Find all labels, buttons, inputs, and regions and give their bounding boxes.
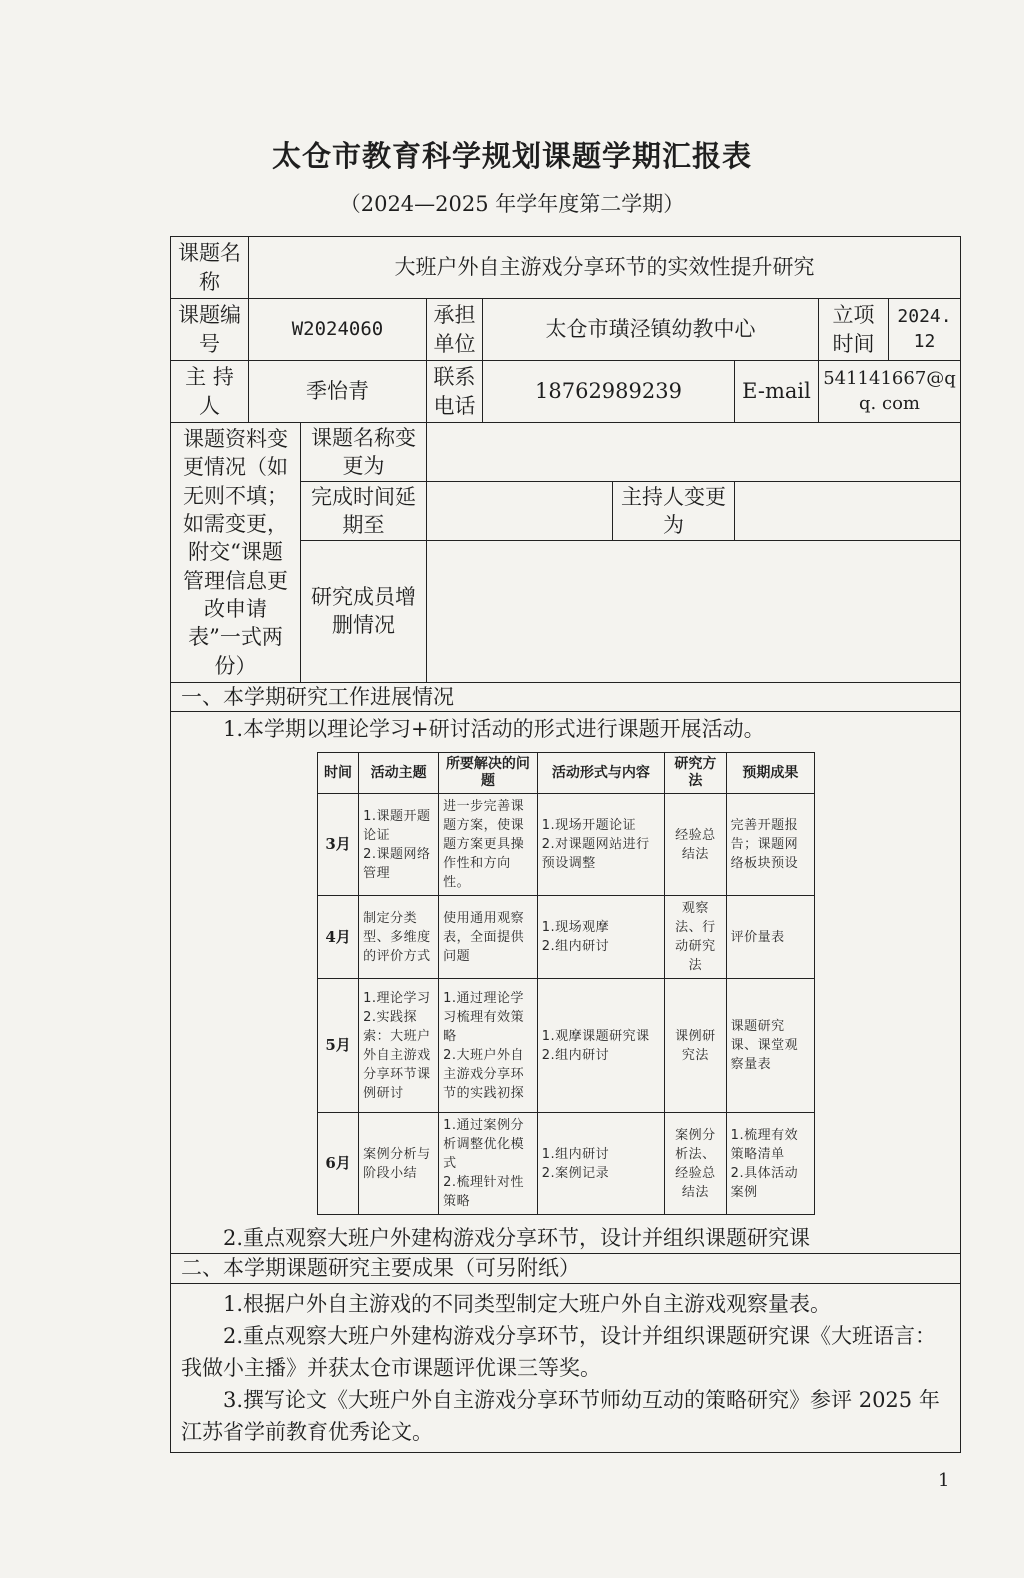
label-topic-name: 课题名称 — [171, 237, 249, 299]
table-row — [318, 794, 815, 896]
cell-method: 案例分析法、经验总结法 — [665, 1113, 727, 1215]
value-topic-no: W2024060 — [249, 299, 427, 361]
value-email: 541141667@qq. com — [819, 361, 961, 423]
section1-content — [171, 712, 961, 1254]
cell-result: 评价量表 — [726, 896, 814, 979]
value-unit: 太仓市璜泾镇幼教中心 — [483, 299, 819, 361]
cell-month: 5月 — [318, 979, 359, 1113]
section2-content — [171, 1283, 961, 1452]
page-number: 1 — [938, 1470, 950, 1491]
col-header-result: 预期成果 — [726, 753, 814, 794]
cell-theme: 制定分类型、多维度的评价方式 — [359, 896, 439, 979]
cell-result: 完善开题报告；课题网络板块预设 — [726, 794, 814, 896]
section1-after: 2.重点观察大班户外建构游戏分享环节，设计并组织课题研究课 — [223, 1226, 811, 1251]
table-row — [318, 979, 815, 1113]
cell-form: 1.现场观摩 2.组内研讨 — [537, 896, 664, 979]
cell-form: 1.现场开题论证 2.对课题网站进行预设调整 — [537, 794, 664, 896]
value-name-change — [427, 423, 961, 482]
cell-method: 经验总结法 — [665, 794, 727, 896]
col-header-theme: 活动主题 — [359, 753, 439, 794]
cell-result: 课题研究课、课堂观察量表 — [726, 979, 814, 1113]
label-topic-no: 课题编号 — [171, 299, 249, 361]
cell-theme: 1.理论学习 2.实践探索：大班户外自主游戏分享环节课例研讨 — [359, 979, 439, 1113]
document-title: 太仓市教育科学规划课题学期汇报表 — [271, 139, 752, 173]
col-header-method: 研究方法 — [665, 753, 727, 794]
document-subtitle: （2024—2025 年学年度第二学期） — [339, 192, 685, 216]
value-host: 季怡青 — [249, 361, 427, 423]
section1-heading: 一、本学期研究工作进展情况 — [171, 683, 961, 712]
achievement-item: 1.根据户外自主游戏的不同类型制定大班户外自主游戏观察量表。 — [223, 1291, 832, 1316]
value-phone: 18762989239 — [483, 361, 735, 423]
cell-form: 1.观摩课题研究课 2.组内研讨 — [537, 979, 664, 1113]
cell-month: 6月 — [318, 1113, 359, 1215]
table-row — [318, 1113, 815, 1215]
label-name-change: 课题名称变更为 — [301, 423, 427, 482]
label-change-info: 课题资料变更情况（如无则不填；如需变更，附交“课题管理信息更改申请表”一式两份） — [171, 423, 301, 683]
col-header-time: 时间 — [318, 753, 359, 794]
cell-theme: 案例分析与阶段小结 — [359, 1113, 439, 1215]
cell-result: 1.梳理有效策略清单 2.具体活动案例 — [726, 1113, 814, 1215]
label-unit: 承担单位 — [427, 299, 483, 361]
cell-problem: 1.通过案例分析调整优化模式 2.梳理针对性策略 — [439, 1113, 538, 1215]
label-member-change: 研究成员增删情况 — [301, 540, 427, 682]
achievement-item: 2.重点观察大班户外建构游戏分享环节，设计并组织课题研究课《大班语言：我做小主播》并获太仓市课题评优课三等奖。 — [181, 1323, 937, 1380]
cell-method: 课例研究法 — [665, 979, 727, 1113]
value-host-change — [735, 481, 961, 540]
cell-month: 3月 — [318, 794, 359, 896]
section2-heading: 二、本学期课题研究主要成果（可另附纸） — [171, 1254, 961, 1283]
label-setup-time: 立项时间 — [819, 299, 889, 361]
cell-method: 观察法、行动研究法 — [665, 896, 727, 979]
table-row — [318, 896, 815, 979]
label-time-delay: 完成时间延期至 — [301, 481, 427, 540]
value-topic-name: 大班户外自主游戏分享环节的实效性提升研究 — [249, 237, 961, 299]
label-host-change: 主持人变更为 — [613, 481, 735, 540]
cell-theme: 1.课题开题论证 2.课题网络管理 — [359, 794, 439, 896]
label-email: E-mail — [735, 361, 819, 423]
report-table — [170, 236, 961, 1453]
cell-month: 4月 — [318, 896, 359, 979]
label-host: 主 持 人 — [171, 361, 249, 423]
cell-form: 1.组内研讨 2.案例记录 — [537, 1113, 664, 1215]
col-header-problem: 所要解决的问题 — [439, 753, 538, 794]
value-setup-time: 2024. 12 — [889, 299, 961, 361]
achievement-item: 3.撰写论文《大班户外自主游戏分享环节师幼互动的策略研究》参评 2025 年江苏省学前教育优秀论文。 — [181, 1387, 940, 1444]
cell-problem: 使用通用观察表，全面提供问题 — [439, 896, 538, 979]
activity-table — [317, 752, 815, 1215]
cell-problem: 1.通过理论学习梳理有效策略 2.大班户外自主游戏分享环节的实践初探 — [439, 979, 538, 1113]
value-member-change — [427, 540, 961, 682]
label-phone: 联系电话 — [427, 361, 483, 423]
section1-intro: 1.本学期以理论学习+研讨活动的形式进行课题开展活动。 — [223, 717, 765, 742]
cell-problem: 进一步完善课题方案，使课题方案更具操作性和方向性。 — [439, 794, 538, 896]
value-time-delay — [427, 481, 613, 540]
col-header-form: 活动形式与内容 — [537, 753, 664, 794]
